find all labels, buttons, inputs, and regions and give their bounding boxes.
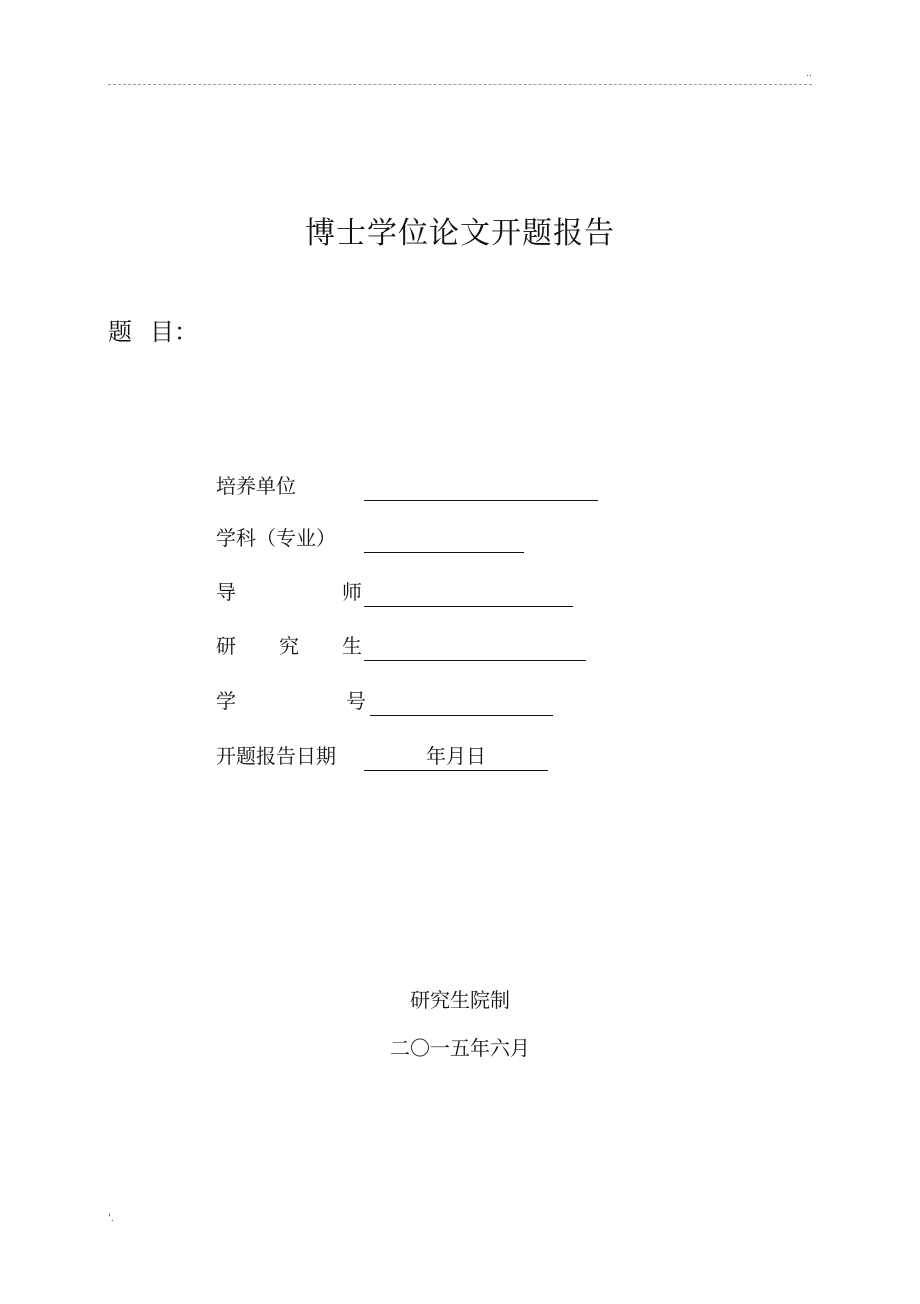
corner-mark: '.	[108, 1213, 114, 1224]
issuing-office: 研究生院制	[410, 988, 510, 1012]
advisor-label	[216, 576, 362, 608]
student-label-char-1: 研	[216, 634, 236, 658]
subject-label-char-1: 题	[108, 318, 132, 346]
issue-date: 二〇一五年六月	[390, 1036, 530, 1060]
report-date-label: 开题报告日期	[216, 744, 336, 768]
document-title: 博士学位论文开题报告	[305, 216, 615, 251]
student-id-label-char-1: 学	[216, 689, 236, 713]
student-label	[216, 630, 362, 662]
header-mark: ..	[806, 69, 812, 79]
student-label-char-3: 生	[342, 634, 362, 658]
student-id-label-char-2: 号	[346, 689, 366, 713]
major-blank[interactable]	[364, 522, 524, 553]
report-date-blank[interactable]: 年月日	[364, 740, 548, 771]
training-unit-label: 培养单位	[216, 474, 296, 498]
advisor-label-char-1: 导	[216, 580, 236, 604]
advisor-blank[interactable]	[364, 576, 573, 607]
subject-label-char-2: 目：	[150, 318, 198, 346]
advisor-label-char-2: 师	[342, 580, 362, 604]
student-id-blank[interactable]	[370, 685, 553, 716]
training-unit-blank[interactable]	[364, 470, 598, 501]
student-blank[interactable]	[364, 630, 586, 661]
student-label-char-2: 究	[279, 634, 299, 658]
header-rule	[108, 84, 812, 85]
subject-label	[108, 314, 198, 350]
major-label: 学科（专业）	[216, 526, 336, 550]
student-id-label	[216, 685, 366, 717]
